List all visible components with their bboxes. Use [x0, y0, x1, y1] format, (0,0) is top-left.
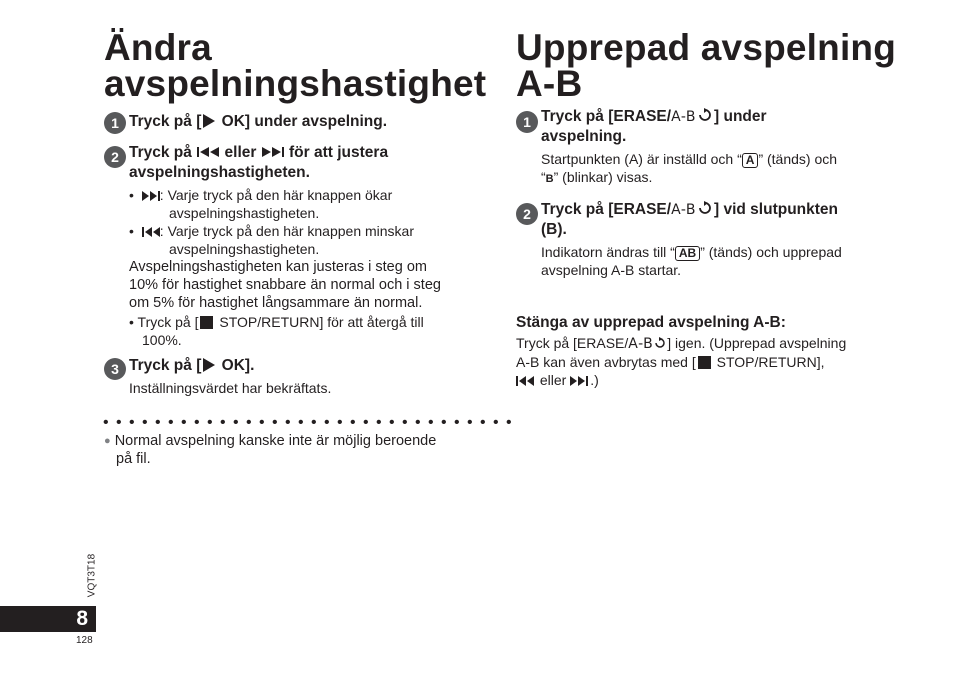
fast-forward-icon — [570, 376, 590, 386]
fast-forward-icon — [142, 191, 160, 201]
page-number: 8 — [76, 607, 88, 630]
step-number-1: 1 — [104, 112, 126, 134]
right-title: Upprepad avspelning A-B — [516, 27, 897, 104]
repeat-icon — [696, 201, 714, 215]
right-step2-desc: Indikatorn ändras till “ AB ” (tänds) och upprepad avspelning A-B startar. — [541, 244, 842, 278]
bullet-rew: • : Varje tryck på den här knappen minskar avspelningshastigheten. — [129, 223, 414, 257]
rewind-icon — [196, 146, 220, 158]
play-icon — [203, 358, 215, 372]
page-number-small: 128 — [76, 635, 93, 646]
dotted-divider: •••••••••••••••••••••••••••••••• — [103, 414, 520, 431]
repeat-icon — [696, 108, 714, 122]
stop-icon — [200, 316, 213, 329]
ab-indicator: AB — [675, 246, 700, 261]
left-step2: Tryck på eller för att justera avspelningshastigheten. — [129, 144, 389, 181]
play-icon — [203, 114, 215, 128]
left-step1: Tryck på [ OK] under avspelning. — [129, 113, 388, 130]
step-number-3: 3 — [104, 358, 126, 380]
stop-desc: Tryck på [ERASE/A-B ] igen. (Upprepad avspelning A-B kan även avbrytas med [ STOP/RETURN], eller .) — [516, 335, 847, 388]
left-step3: Tryck på [ OK]. — [129, 357, 255, 374]
stop-heading: Stänga av upprepad avspelning A-B: — [516, 314, 786, 331]
step-number-2: 2 — [516, 203, 538, 225]
step-number-1: 1 — [516, 111, 538, 133]
stop-note: • Tryck på [ STOP/RETURN] för att återgå till 100%. — [129, 314, 424, 348]
b-indicator: B — [545, 173, 554, 185]
rewind-icon — [142, 227, 160, 237]
right-step1: Tryck på [ERASE/A-B ] under avspelning. — [541, 108, 767, 145]
speed-paragraph: Avspelningshastigheten kan justeras i steg om 10% för hastighet snabbare än normal och i steg om 5% för hastighet långsammare än normal. — [129, 259, 441, 311]
step-number-2: 2 — [104, 146, 126, 168]
repeat-icon — [653, 337, 667, 349]
page-number-box — [0, 606, 96, 632]
left-title: Ändra avspelningshastighet — [104, 27, 487, 104]
footnote: ● Normal avspelning kanske inte är möjlig beroende på fil. — [104, 433, 437, 467]
step3-note: Inställningsvärdet har bekräftats. — [129, 380, 332, 396]
fast-forward-icon — [261, 146, 285, 158]
bullet-ff: • : Varje tryck på den här knappen ökar avspelningshastigheten. — [129, 187, 393, 221]
model-code: VQT3T18 — [86, 553, 98, 598]
right-step2: Tryck på [ERASE/A-B ] vid slutpunkten (B). — [541, 201, 839, 238]
stop-icon — [698, 356, 711, 369]
a-indicator: A — [742, 153, 759, 168]
right-step1-desc: Startpunkten (A) är inställd och “ A ” (tänds) och “B” (blinkar) visas. — [541, 151, 838, 185]
model-code-wrap — [86, 550, 98, 600]
rewind-icon — [516, 376, 536, 386]
